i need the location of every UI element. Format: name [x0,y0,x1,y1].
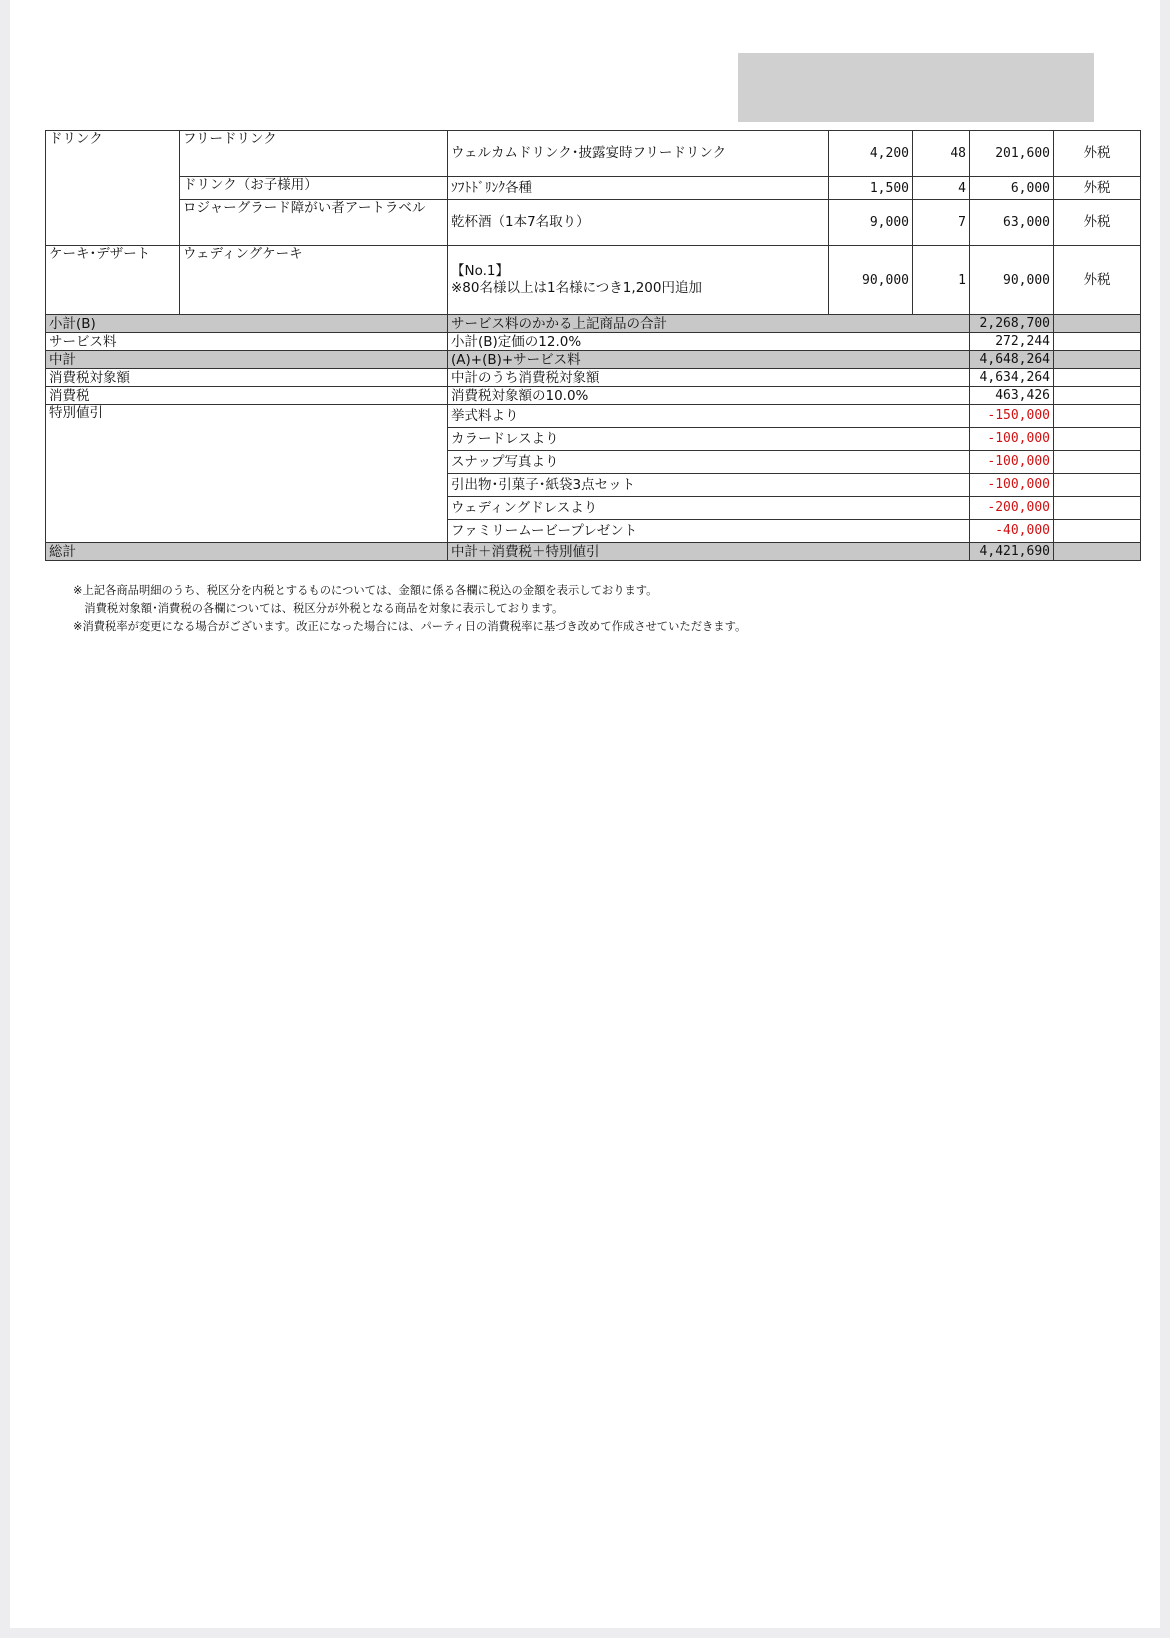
blank-cell [1054,369,1141,387]
unit-price: 90,000 [829,246,913,315]
blank-cell [1054,520,1141,543]
table-row [46,200,1141,246]
discount-desc: カラードレスより [448,428,970,451]
summary-amount: 463,426 [970,387,1054,405]
item-desc: ｿﾌﾄﾄﾞﾘﾝｸ各種 [448,177,829,200]
footnote-line: 消費税対象額･消費税の各欄については、税区分が外税となる商品を対象に表示しております。 [73,602,564,615]
item-name: フリードリンク [180,131,448,177]
summary-amount: 4,421,690 [970,543,1054,561]
summary-amount: 4,634,264 [970,369,1054,387]
summary-amount: 2,268,700 [970,315,1054,333]
discount-desc: ウェディングドレスより [448,497,970,520]
blank-cell [1054,405,1141,428]
unit-price: 1,500 [829,177,913,200]
footnotes [73,582,1133,636]
tax-type: 外税 [1054,131,1141,177]
discount-desc: スナップ写真より [448,451,970,474]
table-row [46,177,1141,200]
taxable-row [46,369,1141,387]
blank-cell [1054,351,1141,369]
footnote-line: ※消費税率が変更になる場合がございます。改正になった場合には、パーティ日の消費税率に基づき改めて作成させていただきます。 [73,620,747,633]
blank-cell [1054,387,1141,405]
summary-label: 消費税 [46,387,448,405]
blank-cell [1054,315,1141,333]
discount-amount: -40,000 [970,520,1054,543]
mid-total-row [46,351,1141,369]
blank-cell [1054,474,1141,497]
table-row [46,131,1141,177]
footnote-line: ※上記各商品明細のうち、税区分を内税とするものについては、金額に係る各欄に税込の金額を表示しております。 [73,584,658,597]
grand-total-row [46,543,1141,561]
table-row [46,246,1141,315]
amount: 6,000 [970,177,1054,200]
summary-desc: 消費税対象額の10.0% [448,387,970,405]
discount-label: 特別値引 [46,405,448,543]
summary-desc: 小計(B)定価の12.0% [448,333,970,351]
summary-desc: 中計のうち消費税対象額 [448,369,970,387]
amount: 63,000 [970,200,1054,246]
item-desc-line: 【No.1】 [451,263,510,279]
item-name: ドリンク（お子様用） [180,177,448,200]
summary-amount: 272,244 [970,333,1054,351]
summary-desc: 中計＋消費税＋特別値引 [448,543,970,561]
discount-desc: 引出物･引菓子･紙袋3点セット [448,474,970,497]
document-page [10,0,1160,1628]
tax-type: 外税 [1054,246,1141,315]
item-desc-line: ※80名様以上は1名様につき1,200円追加 [451,280,702,296]
blank-cell [1054,497,1141,520]
summary-desc: サービス料のかかる上記商品の合計 [448,315,970,333]
amount: 201,600 [970,131,1054,177]
discount-amount: -100,000 [970,474,1054,497]
redacted-block [738,53,1094,122]
discount-row [46,405,1141,428]
discount-amount: -200,000 [970,497,1054,520]
unit-price: 4,200 [829,131,913,177]
blank-cell [1054,451,1141,474]
discount-desc: 挙式料より [448,405,970,428]
quantity: 1 [913,246,970,315]
tax-row [46,387,1141,405]
summary-label: 小計(B) [46,315,448,333]
item-desc: 乾杯酒（1本7名取り） [448,200,829,246]
estimate-table [45,130,1141,561]
summary-desc: (A)+(B)+サービス料 [448,351,970,369]
summary-amount: 4,648,264 [970,351,1054,369]
quantity: 4 [913,177,970,200]
service-fee-row [46,333,1141,351]
summary-label: 総計 [46,543,448,561]
tax-type: 外税 [1054,200,1141,246]
unit-price: 9,000 [829,200,913,246]
item-desc: ウェルカムドリンク･披露宴時フリードリンク [448,131,829,177]
category-cell: ケーキ･デザート [46,246,180,315]
blank-cell [1054,333,1141,351]
item-desc [448,246,829,315]
subtotal-row [46,315,1141,333]
discount-desc: ファミリームービープレゼント [448,520,970,543]
blank-cell [1054,428,1141,451]
discount-amount: -150,000 [970,405,1054,428]
summary-label: サービス料 [46,333,448,351]
summary-label: 消費税対象額 [46,369,448,387]
tax-type: 外税 [1054,177,1141,200]
quantity: 48 [913,131,970,177]
quantity: 7 [913,200,970,246]
discount-amount: -100,000 [970,428,1054,451]
summary-label: 中計 [46,351,448,369]
item-name: ロジャーグラード障がい者アートラベル [180,200,448,246]
category-cell: ドリンク [46,131,180,246]
discount-amount: -100,000 [970,451,1054,474]
blank-cell [1054,543,1141,561]
item-name: ウェディングケーキ [180,246,448,315]
amount: 90,000 [970,246,1054,315]
